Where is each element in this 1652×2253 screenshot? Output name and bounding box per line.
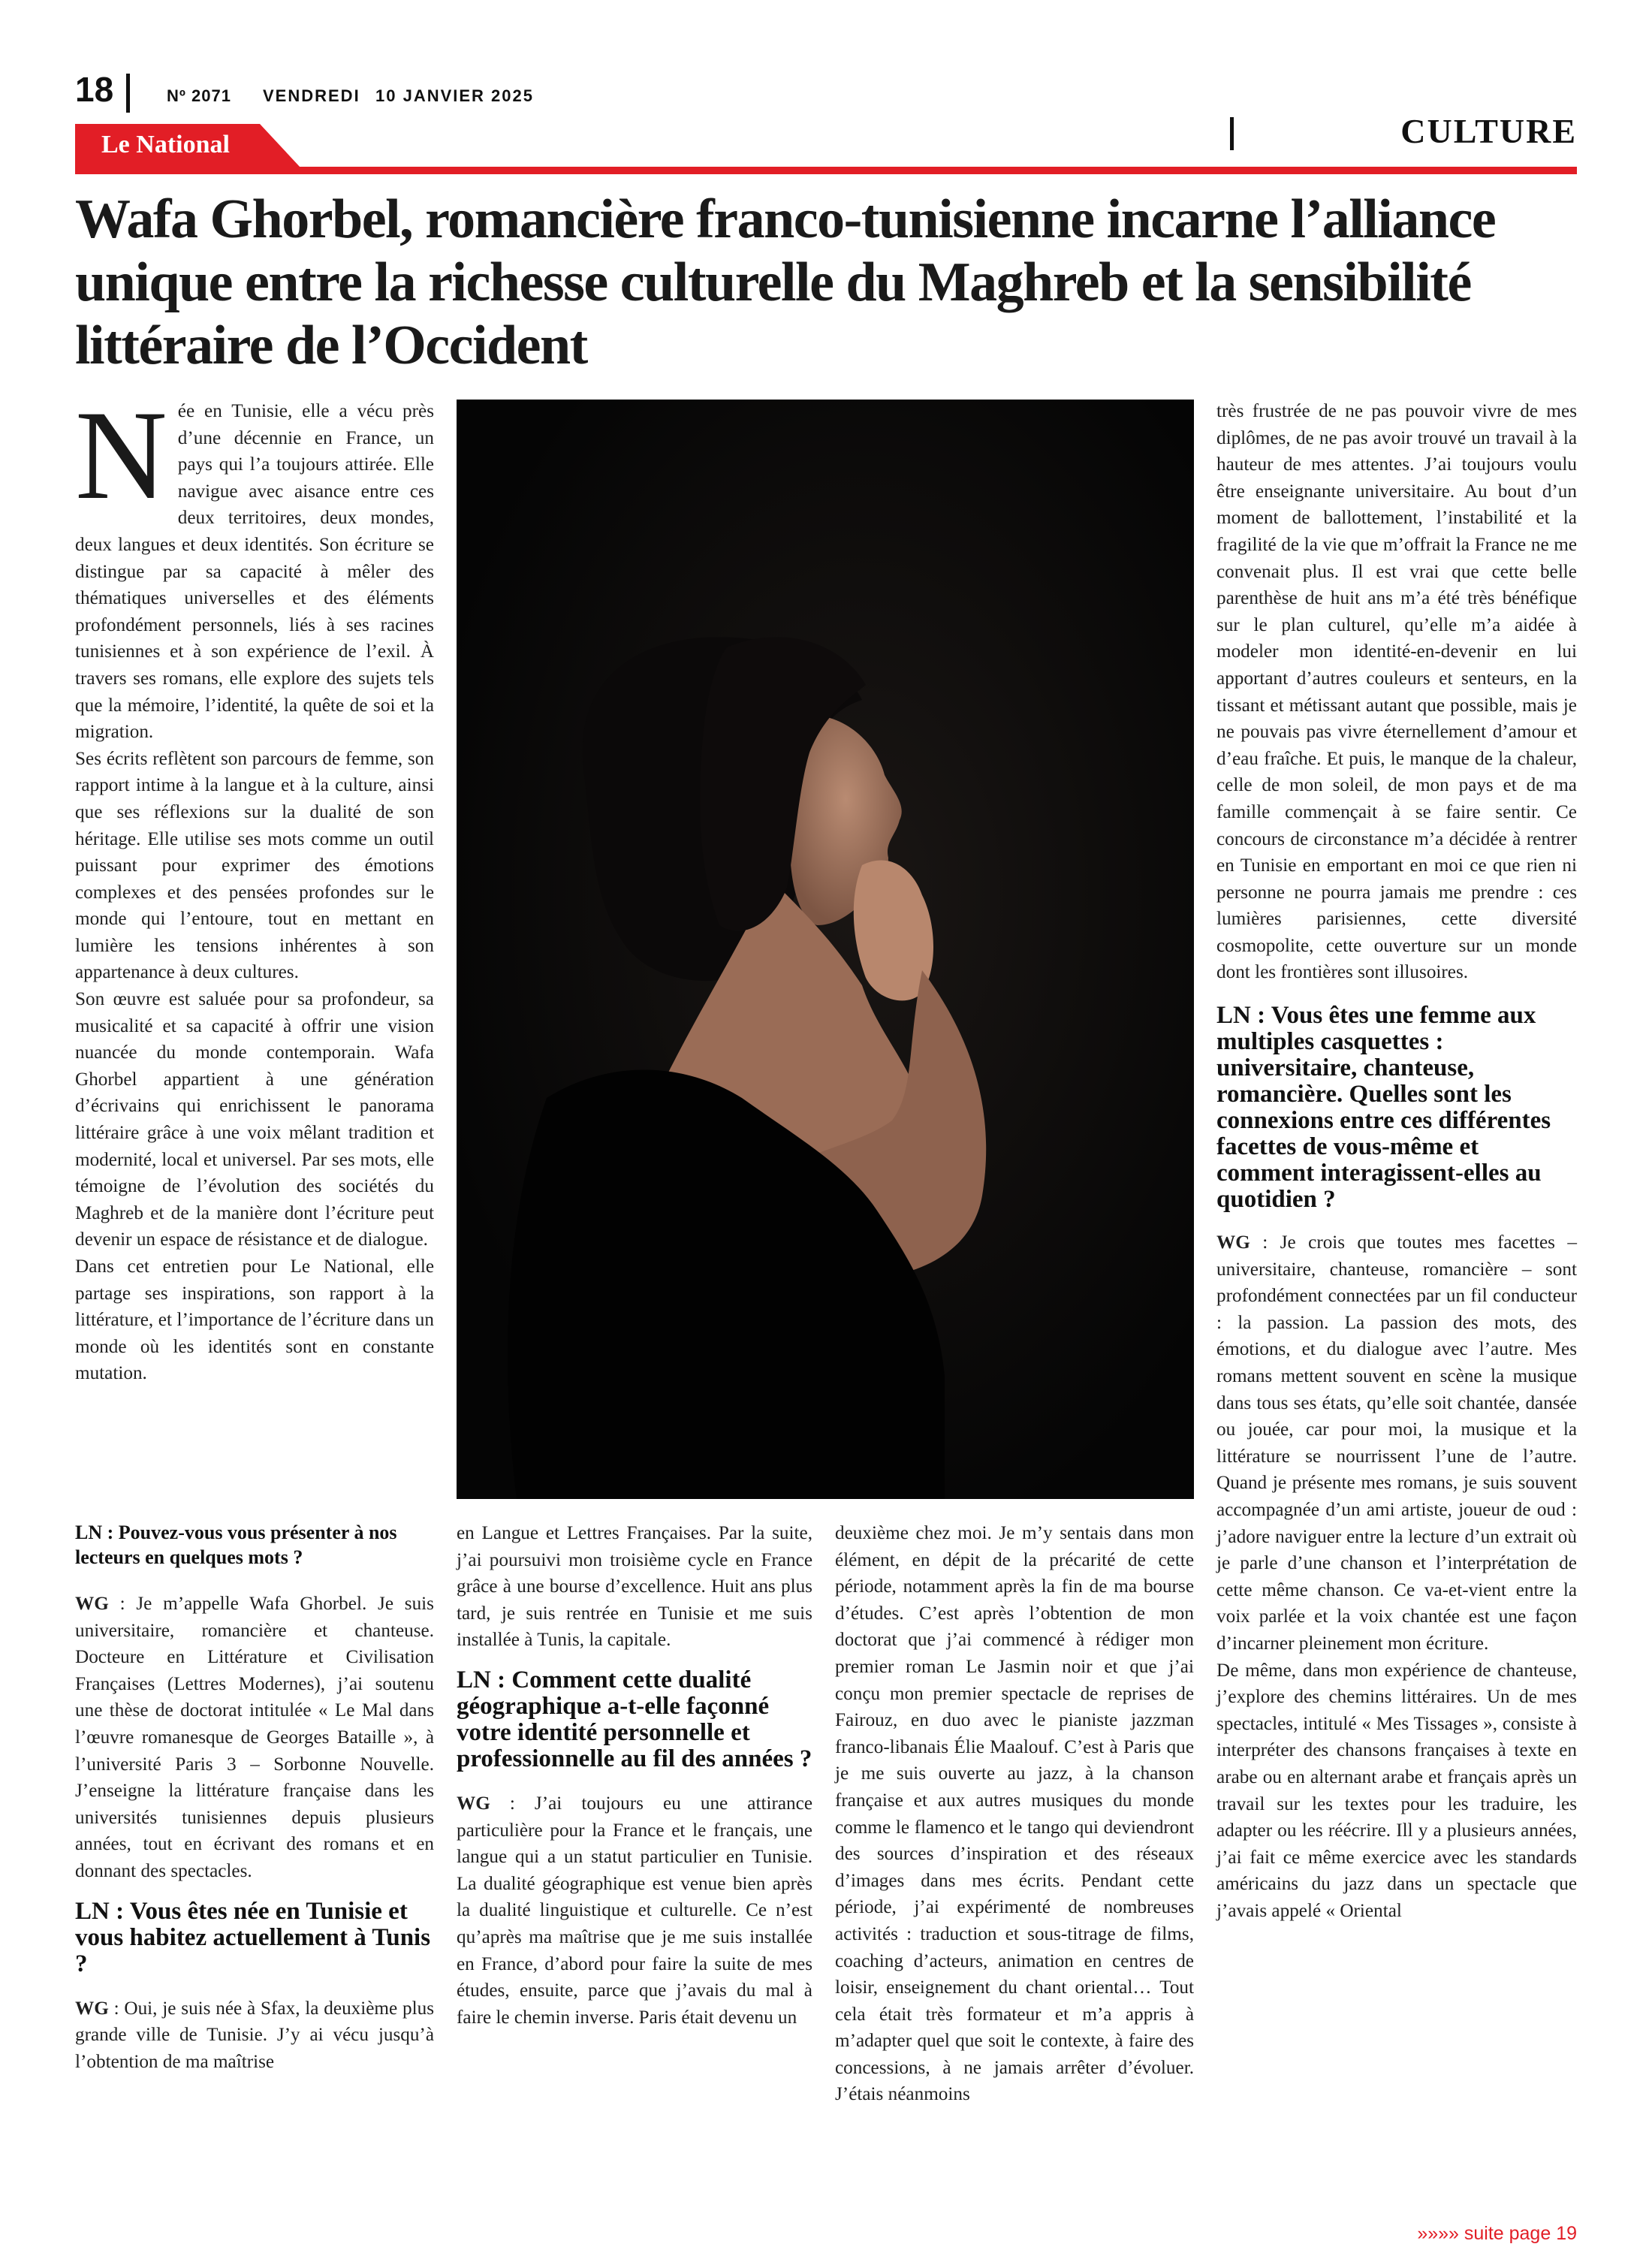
interview-question: LN : Vous êtes une femme aux multiples casquettes : universitaire, chanteuse, romancière. Quelles sont les connexions entre ces différentes facettes de vous-même et comment interagissent-elles au quotidien ?	[1216, 1002, 1551, 1214]
answer-text: De même, dans mon expérience de chanteuse, j’explore des chemins littéraires. Un de mes spectacles, intitulé « Mes Tissages », consiste à interpréter des chansons françaises à texte en arabe ou en alternant arabe et français après un travail sur les textes pour les traduire, les adapter ou les réécrire. Ill y a plusieurs années, j’ai fait ce même exercice avec les standards américains du jazz dans un spectacle que j’avais appelé « Oriental	[1216, 1660, 1577, 1921]
interview-answer	[1216, 1229, 1577, 1657]
interview-answer	[75, 1591, 434, 1885]
article-headline: Wafa Ghorbel, romancière franco-tunisienne incarne l’alliance unique entre la richesse culturelle du Maghreb et la sensibilité littéraire de l’Occident	[75, 189, 1496, 376]
section-title: CULTURE	[1400, 112, 1577, 150]
answer-label: WG	[457, 1793, 490, 1814]
answer-text: : Je m’appelle Wafa Ghorbel. Je suis universitaire, romancière et chanteuse. Docteure en Littérature et Civilisation Françaises (Lettres Modernes), j’ai soutenu une thèse de doctorat intitulée « Le Mal dans l’œuvre romanesque de Georges Bataille », à l’université Paris 3 – Sorbonne Nouvelle. J’enseigne la littérature française dans les universités tunisiennes depuis plusieurs années, tout en écrivant des romans et en donnant des spectacles.	[75, 1594, 434, 1881]
answer-text: deuxième chez moi. Je m’y sentais dans mon élément, en dépit de la précarité de cette période, notamment après la fin de ma bourse d’études. C’est après l’obtention de mon doctorat que j’ai commencé à rédiger mon premier roman Le Jasmin noir et que j’ai conçu mon premier spectacle de reprises de Fairouz, en duo avec le pianiste jazzman franco-libanais Élie Maalouf. C’est à Paris que je me suis ouverte au jazz, à la chanson française et aux autres musiques du monde comme le flamenco et le tango qui deviendront des sources d’inspiration et des réseaux d’images dans mes écrits. Pendant cette période, j’ai expérimenté de nombreuses activités : traduction et sous-titrage de films, coaching d’acteurs, animation en centres de loisir, enseignement du chant oriental… Tout cela était très formateur et m’a appris à m’adapter quel que soit le contexte, à faire des concessions, à ne jamais arrêter d’évoluer. J’étais néanmoins	[835, 1523, 1194, 2105]
interview-answer	[75, 1995, 434, 2076]
drop-cap: N	[75, 385, 167, 526]
issue-day: VENDREDI	[263, 86, 360, 105]
interview-question: LN : Vous êtes née en Tunisie et vous habitez actuellement à Tunis ?	[75, 1897, 431, 1977]
issue-number: Nº 2071	[167, 86, 231, 105]
answer-text: en Langue et Lettres Françaises. Par la suite, j’ai poursuivi mon troisième cycle en France grâce à une bourse d’excellence. Huit ans plus tard, je suis rentrée en Tunisie et me suis installée à Tunis, la capitale.	[457, 1523, 812, 1651]
interview-question: LN : Pouvez-vous vous présenter à nos lecteurs en quelques mots ?	[75, 1522, 397, 1568]
section-divider	[1230, 117, 1234, 150]
header-rule	[75, 167, 1577, 174]
continuation-link[interactable]: »»»» suite page 19	[1417, 2223, 1577, 2244]
portrait-photo	[457, 400, 1194, 1499]
answer-text: : Oui, je suis née à Sfax, la deuxième plus grande ville de Tunisie. J’y ai vécu jusqu’à l’obtention de ma maîtrise	[75, 1998, 434, 2072]
header-divider	[126, 74, 130, 113]
column-1-bottom	[75, 1520, 434, 2075]
intro-column	[75, 385, 434, 1387]
answer-label: WG	[75, 1998, 109, 2019]
intro-paragraph: Ses écrits reflètent son parcours de femme, son rapport intime à la langue et à la culture, ainsi que ses réflexions sur la dualité de son héritage. Elle utilise ses mots comme un outil puissant pour exprimer des émotions complexes et des pensées profondes sur le monde qui l’entoure, tout en mettant en lumière les tensions inhérentes à son appartenance à deux cultures.	[75, 748, 434, 983]
interview-answer	[457, 1790, 812, 2031]
interview-question: LN : Comment cette dualité géographique a-t-elle façonné votre identité personnelle et professionnelle au fil des années ?	[457, 1666, 812, 1772]
intro-paragraph: Son œuvre est saluée pour sa profondeur, sa musicalité et sa capacité à offrir une vision nuancée du monde contemporain. Wafa Ghorbel appartient à une génération d’écrivains qui enrichissent le panorama littéraire grâce à une voix mêlant tradition et modernité, local et universel. Par ses mots, elle témoigne de l’évolution des sociétés du Maghreb et de la manière dont l’écriture peut devenir un espace de résistance et de dialogue.	[75, 989, 434, 1250]
portrait-illustration	[457, 400, 1194, 1499]
issue-date: 10 JANVIER 2025	[375, 86, 534, 105]
answer-label: WG	[1216, 1232, 1250, 1253]
answer-text: : J’ai toujours eu une attirance particulière pour la France et le français, une langue qui a un statut particulier en Tunisie. La dualité géographique est venue bien après la dualité linguistique et culturelle. Ce n’est qu’après ma maîtrise que je me suis installée en France, d’abord pour faire la suite de mes études, ensuite, parce que j’avais du mal à faire le chemin inverse. Paris était devenu un	[457, 1793, 812, 2028]
intro-paragraph: Dans cet entretien pour Le National, elle partage ses inspirations, son rapport à la littérature, et l’importance de l’écriture dans un monde où les identités sont en constante mutation.	[75, 1256, 434, 1384]
page-number: 18	[75, 70, 114, 109]
answer-text: : Je crois que toutes mes facettes – universitaire, chanteuse, romancière – sont profondément connectées par un fil conducteur : la passion. La passion des mots, des émotions, et du dialogue avec l’autre. Mes romans mettent souvent en scène la musique dans tous ses états, qu’elle soit chantée, dansée ou jouée, car pour moi, la musique et la littérature se nourrissent l’une de l’autre. Quand je présente mes romans, je suis souvent accompagnée d’un ami artiste, joueur de oud : j’adore naviguer entre la lecture d’un extrait où je parle d’une chanson et l’interprétation de cette même chanson. Ce va-et-vient entre la voix parlée et la voix chantée est une façon d’incarner pleinement mon écriture.	[1216, 1232, 1577, 1654]
answer-label: WG	[75, 1594, 109, 1614]
brand-logo: Le National	[101, 131, 230, 158]
column-3-bottom	[835, 1520, 1194, 2108]
column-2-bottom	[457, 1520, 812, 2031]
intro-paragraph: ée en Tunisie, elle a vécu près d’une décennie en France, un pays qui l’a toujours attirée. Elle navigue avec aisance entre ces deux territoires, deux mondes, deux langues et deux identités. Son écriture se distingue par sa capacité à mêler des thématiques universelles et des éléments profondément personnels, liés à ses racines tunisiennes et à son expérience de l’exil. À travers ses romans, elle explore des sujets tels que la mémoire, l’identité, la quête de soi et la migration.	[75, 401, 434, 743]
answer-text: très frustrée de ne pas pouvoir vivre de mes diplômes, de ne pas avoir trouvé un travail à la hauteur de mes attentes. J’ai toujours voulu être enseignante universitaire. Au bout d’un moment de ballottement, l’instabilité et la fragilité de la vie que m’offrait la France ne me convenait plus. Il est vrai que cette belle parenthèse de huit ans m’a été très bénéfique sur le plan culturel, qu’elle m’a aidée à modeler mon identité-en-devenir en lui apportant d’autres couleurs et senteurs, en la tissant et métissant autant que possible, mais je ne pouvais pas vivre éternellement d’amour et d’eau fraîche. Et puis, le manque de la chaleur, celle de mon soleil, de mon pays et de ma famille commençait à se faire sentir. Ce concours de circonstance m’a décidée à rentrer en Tunisie en emportant en moi ce que rien ni personne ne pourra jamais me prendre : ces lumières parisiennes, cette diversité cosmopolite, cette ouverture sur un monde dont les frontières sont illusoires.	[1216, 401, 1577, 983]
column-4	[1216, 398, 1577, 1925]
